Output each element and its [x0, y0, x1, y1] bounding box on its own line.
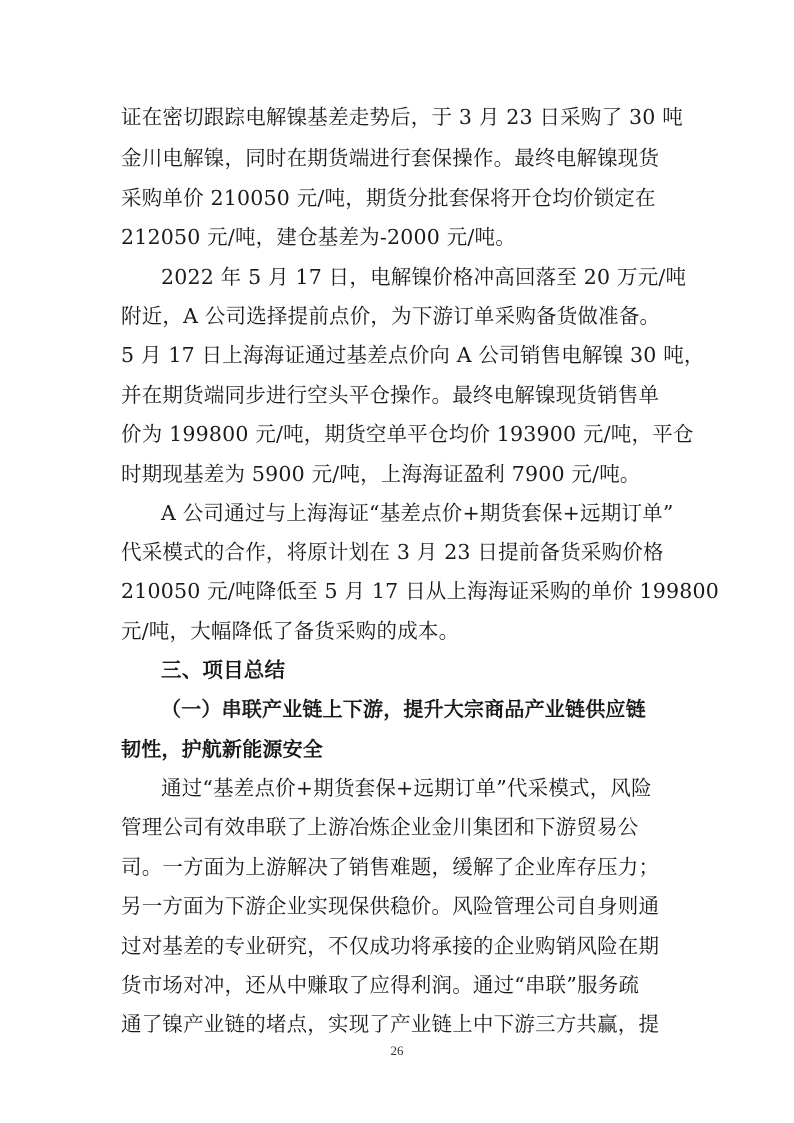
section-heading: 三、项目总结 — [161, 658, 286, 682]
paragraph-line: 时期现基差为 5900 元/吨，上海海证盈利 7900 元/吨。 — [121, 462, 641, 486]
subsection-heading-continued: 韧性，护航新能源安全 — [121, 737, 323, 761]
paragraph-line: 价为 199800 元/吨，期货空单平仓均价 193900 元/吨，平仓 — [121, 422, 694, 446]
paragraph-line: 证在密切跟踪电解镍基差走势后，于 3 月 23 日采购了 30 吨 — [121, 105, 683, 129]
paragraph-line: 212050 元/吨，建仓基差为-2000 元/吨。 — [121, 225, 516, 249]
subsection-heading: （一）串联产业链上下游，提升大宗商品产业链供应链 — [161, 697, 646, 721]
paragraph-line: 210050 元/吨降低至 5 月 17 日从上海海证采购的单价 199800 — [121, 579, 719, 603]
paragraph-line: 通过“基差点价+期货套保+远期订单”代采模式，风险 — [161, 776, 652, 800]
paragraph-line: A 公司通过与上海海证“基差点价+期货套保+远期订单” — [161, 501, 674, 525]
paragraph-line: 代采模式的合作，将原计划在 3 月 23 日提前备货采购价格 — [121, 540, 664, 564]
paragraph-line: 采购单价 210050 元/吨，期货分批套保将开仓均价锁定在 — [121, 186, 656, 210]
paragraph-line: 另一方面为下游企业实现保供稳价。风险管理公司自身则通 — [121, 894, 660, 918]
paragraph-line: 司。一方面为上游解决了销售难题，缓解了企业库存压力； — [121, 855, 660, 879]
page-number: 26 — [390, 1043, 404, 1058]
paragraph-line: 通了镍产业链的堵点，实现了产业链上中下游三方共赢，提 — [121, 1012, 660, 1036]
paragraph-line: 管理公司有效串联了上游冶炼企业金川集团和下游贸易公 — [121, 815, 639, 839]
paragraph-line: 元/吨，大幅降低了备货采购的成本。 — [121, 619, 460, 643]
paragraph-line: 2022 年 5 月 17 日，电解镍价格冲高回落至 20 万元/吨 — [161, 265, 687, 289]
paragraph-line: 5 月 17 日上海海证通过基差点价向 A 公司销售电解镍 30 吨， — [121, 343, 705, 367]
paragraph-line: 并在期货端同步进行空头平仓操作。最终电解镍现货销售单 — [121, 383, 660, 407]
paragraph-line: 货市场对冲，还从中赚取了应得利润。通过“串联”服务疏 — [121, 973, 640, 997]
paragraph-line: 过对基差的专业研究，不仅成功将承接的企业购销风险在期 — [121, 934, 660, 958]
paragraph-line: 金川电解镍，同时在期货端进行套保操作。最终电解镍现货 — [121, 146, 660, 170]
paragraph-line: 附近，A 公司选择提前点价，为下游订单采购备货做准备。 — [121, 304, 661, 328]
